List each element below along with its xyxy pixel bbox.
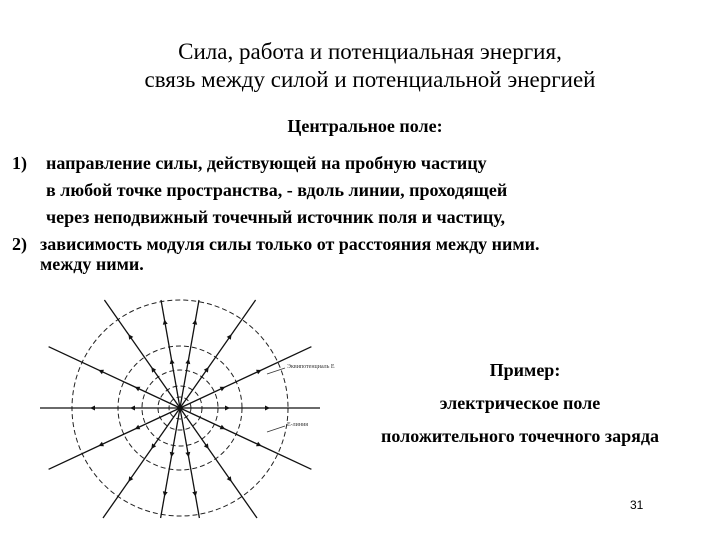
slide-title <box>30 38 710 94</box>
field-line-label: E-линия <box>287 422 309 428</box>
field-diagram <box>35 298 335 523</box>
example-caption <box>320 354 720 453</box>
title-line-1: Сила, работа и потенциальная энергия, <box>178 39 562 64</box>
list-item-line: направление силы, действующей на пробную частицу <box>46 153 487 173</box>
field-arrow <box>151 443 156 449</box>
field-arrow <box>204 367 209 373</box>
list-item-number: 2) <box>12 234 27 254</box>
field-line <box>104 300 180 408</box>
field-arrow <box>227 334 232 340</box>
equipotential-label: Эквипотенциаль E <box>287 364 335 370</box>
list-item-1 <box>12 150 717 231</box>
field-line <box>180 408 311 469</box>
field-arrow <box>185 359 190 364</box>
field-arrow <box>192 319 197 324</box>
list-item-line: в любой точке пространства, - вдоль линии, проходящей <box>46 180 508 200</box>
field-arrow <box>170 359 175 364</box>
list-item-line: через неподвижный точечный источник поля и частицу, <box>46 207 505 227</box>
example-line-1: электрическое поле <box>439 393 601 413</box>
field-arrow <box>170 452 175 457</box>
property-list <box>12 150 717 274</box>
field-arrow <box>185 452 190 457</box>
field-arrow <box>163 491 168 496</box>
field-arrow <box>204 443 209 449</box>
field-line <box>49 408 180 469</box>
field-arrow <box>90 406 95 411</box>
field-line <box>49 347 180 408</box>
title-line-2: связь между силой и потенциальной энергией <box>144 67 596 92</box>
field-line <box>180 347 311 408</box>
field-line <box>161 300 180 408</box>
field-line <box>161 408 180 518</box>
field-arrow <box>130 406 135 411</box>
field-line <box>180 300 256 408</box>
field-arrow <box>163 319 168 324</box>
list-item-overflow-text: между ними. <box>40 254 144 274</box>
field-line <box>103 408 180 518</box>
field-line <box>180 408 199 518</box>
field-line <box>180 408 257 518</box>
field-line <box>180 300 199 408</box>
example-title: Пример: <box>489 360 561 380</box>
example-line-2: положительного точечного заряда <box>381 426 659 446</box>
line-label-pointer <box>267 426 285 432</box>
field-arrow <box>128 476 133 482</box>
field-arrow <box>192 491 197 496</box>
page-number: 31 <box>630 498 644 512</box>
list-item-line: зависимость модуля силы только от расстояния между ними. <box>40 234 540 254</box>
field-arrow <box>225 406 230 411</box>
field-lines <box>40 300 320 518</box>
field-arrow <box>265 406 270 411</box>
field-arrow <box>128 334 133 340</box>
field-arrow <box>151 367 156 373</box>
list-item-2 <box>12 231 717 274</box>
list-item-number: 1) <box>12 153 27 173</box>
field-arrow <box>227 476 232 482</box>
section-heading: Центральное поле: <box>287 116 443 136</box>
